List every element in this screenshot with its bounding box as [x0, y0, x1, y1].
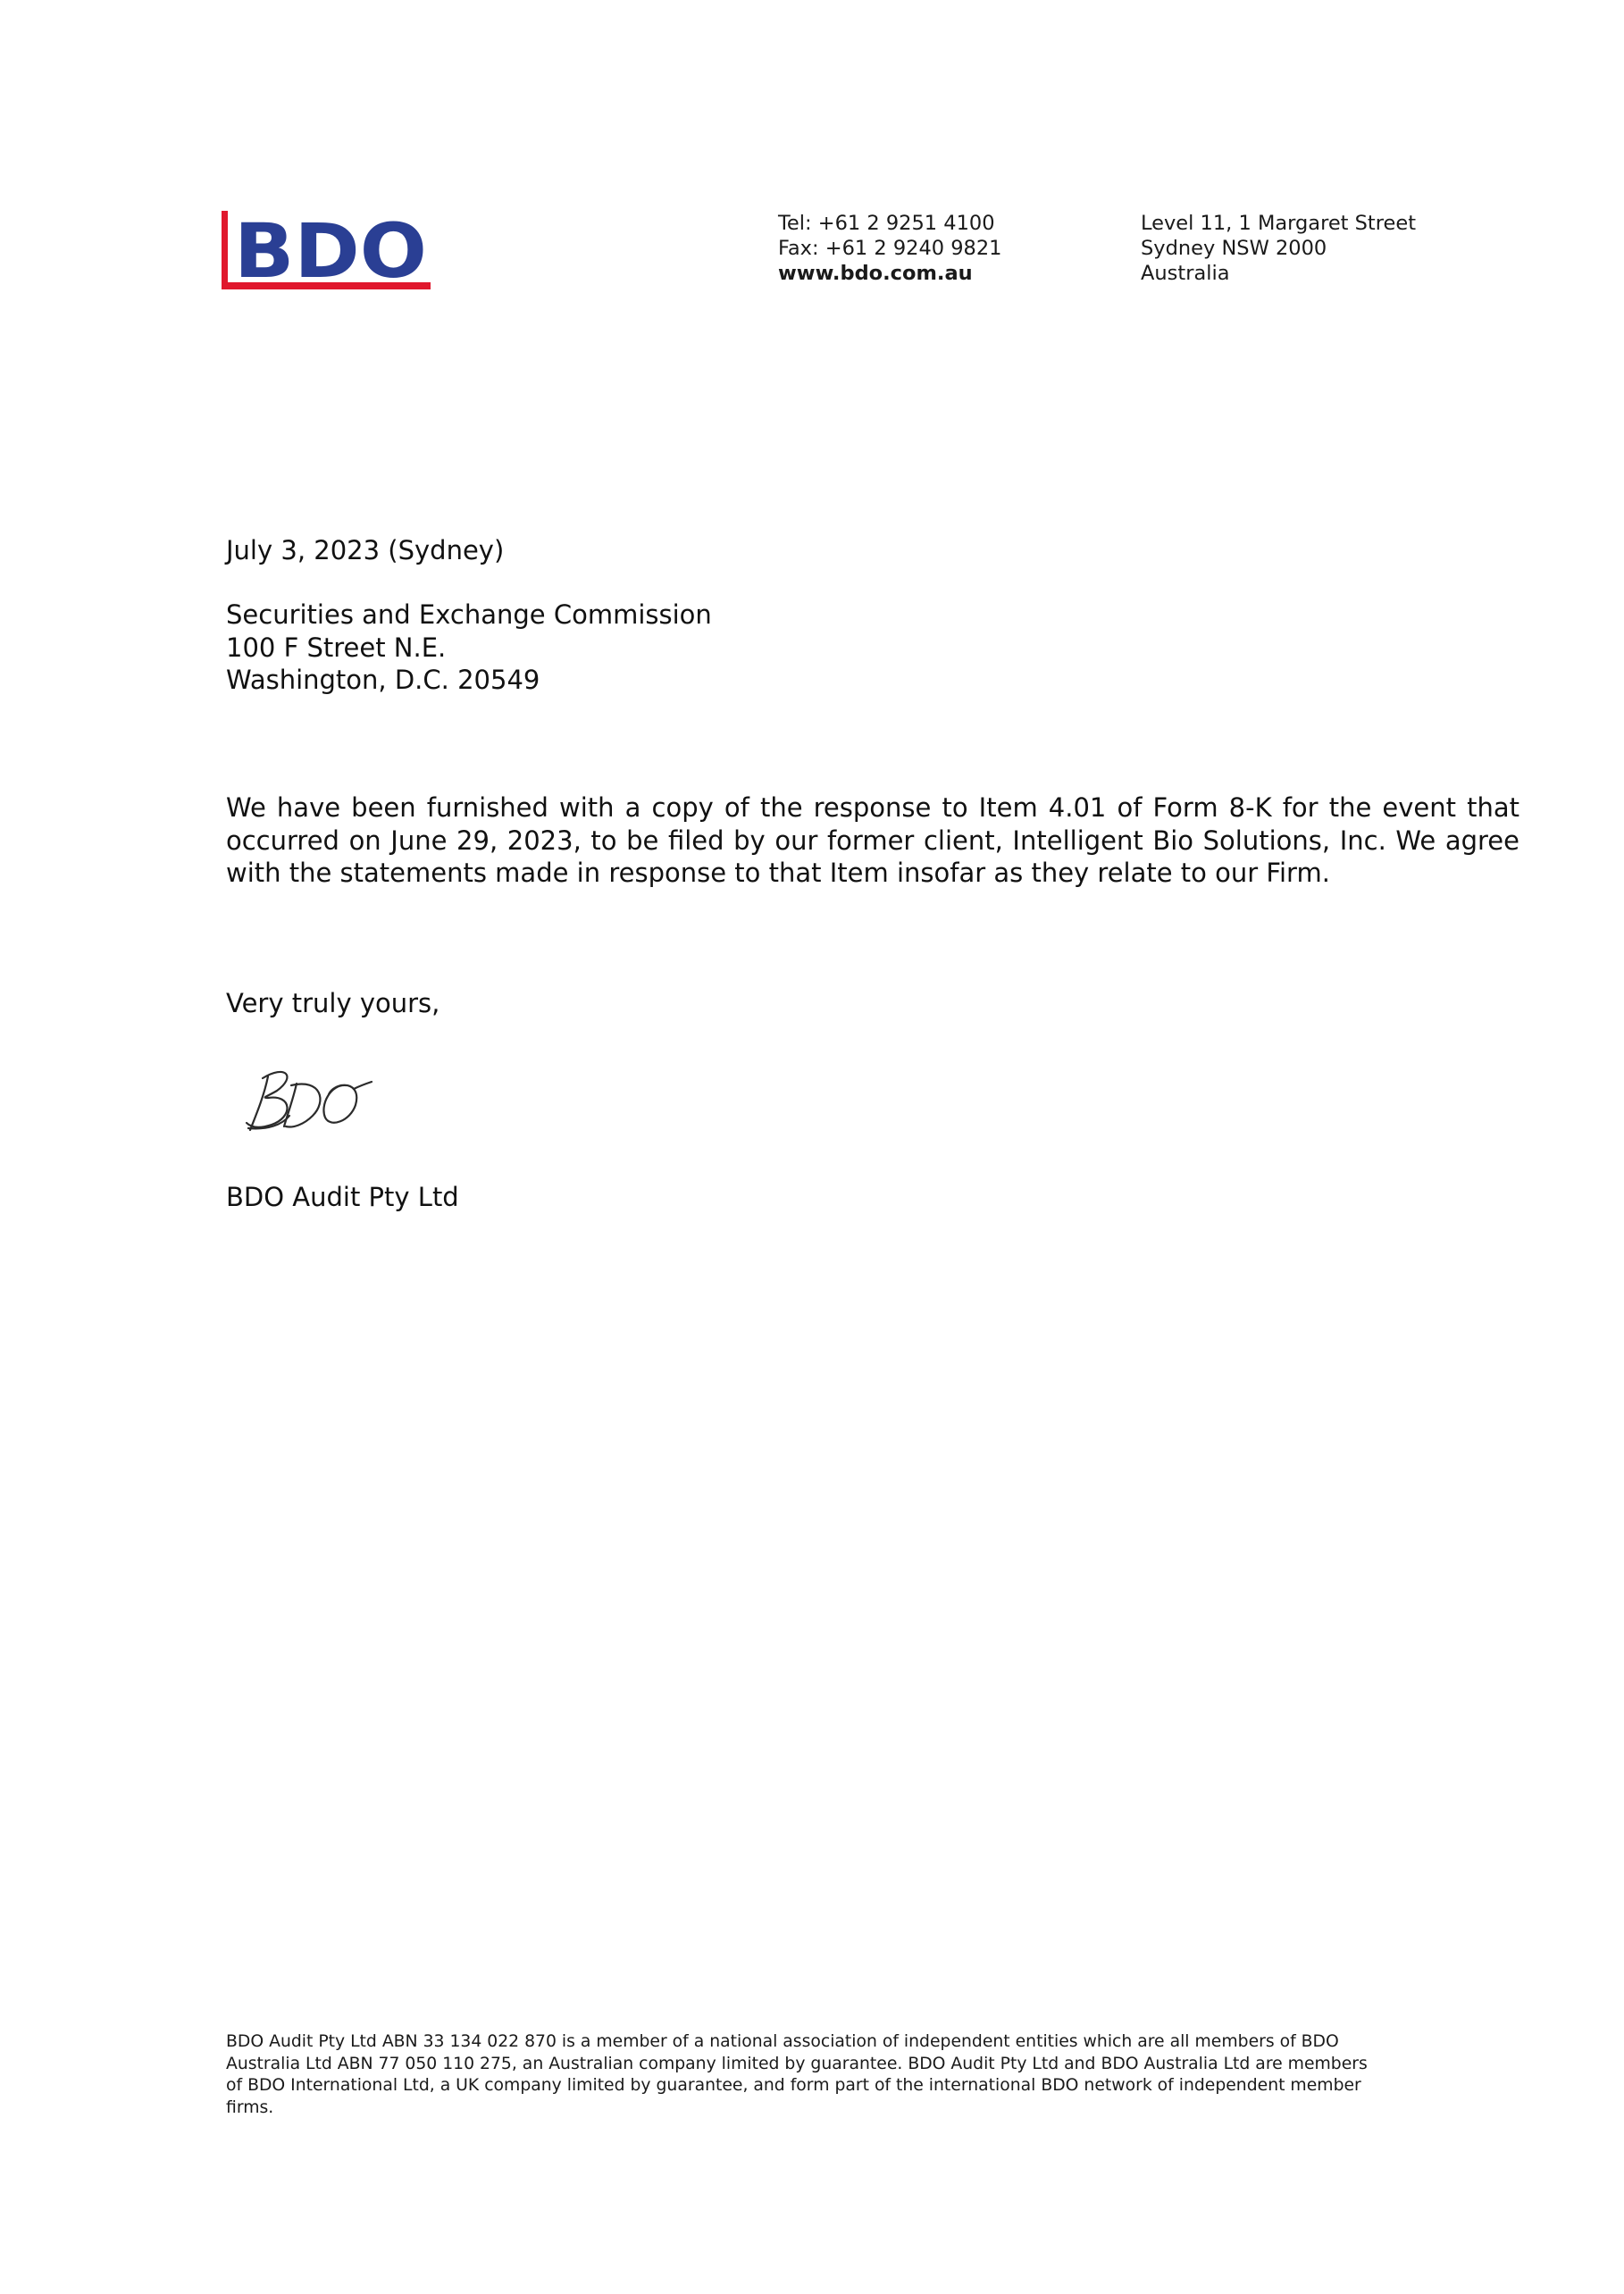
office-address — [1141, 211, 1416, 286]
address-line-1: Level 11, 1 Margaret Street — [1141, 212, 1417, 235]
closing-salutation: Very truly yours, — [226, 988, 440, 1018]
phone-number: Tel: +61 2 9251 4100 — [778, 212, 995, 235]
recipient-name: Securities and Exchange Commission — [226, 599, 712, 630]
fax-number: Fax: +61 2 9240 9821 — [778, 237, 1002, 260]
letter-body: We have been furnished with a copy of the response to Item 4.01 of Form 8-K for the event that occurred on June 29, 2023, to be filed by our former client, Intelligent Bio Solutions, Inc. We agree with the statements made in response to that Item insofar as they relate to our Firm. — [226, 792, 1519, 888]
bdo-logo — [222, 211, 431, 293]
address-line-2: Sydney NSW 2000 — [1141, 237, 1327, 260]
letter-date: July 3, 2023 (Sydney) — [226, 535, 505, 565]
bdo-logo-graphic — [222, 211, 431, 293]
recipient-city: Washington, D.C. 20549 — [226, 665, 540, 695]
website-link[interactable]: www.bdo.com.au — [778, 262, 973, 285]
signature-graphic — [241, 1059, 375, 1139]
contact-details — [778, 211, 1002, 286]
handwritten-signature — [241, 1059, 375, 1139]
logo-text: BDO — [234, 211, 427, 293]
recipient-street: 100 F Street N.E. — [226, 632, 447, 663]
signer-name: BDO Audit Pty Ltd — [226, 1182, 459, 1212]
address-line-3: Australia — [1141, 262, 1230, 285]
footer-disclaimer: BDO Audit Pty Ltd ABN 33 134 022 870 is a member of a national association of independent entities which are all members of BDO Australia Ltd ABN 77 050 110 275, an Australian company limited by guarantee. BDO Audit Pty Ltd and BDO Australia Ltd are members of BDO International Ltd, a UK company limited by guarantee, and form part of the international BDO network of independent member firms. — [226, 2032, 1368, 2117]
recipient-address — [226, 599, 712, 697]
